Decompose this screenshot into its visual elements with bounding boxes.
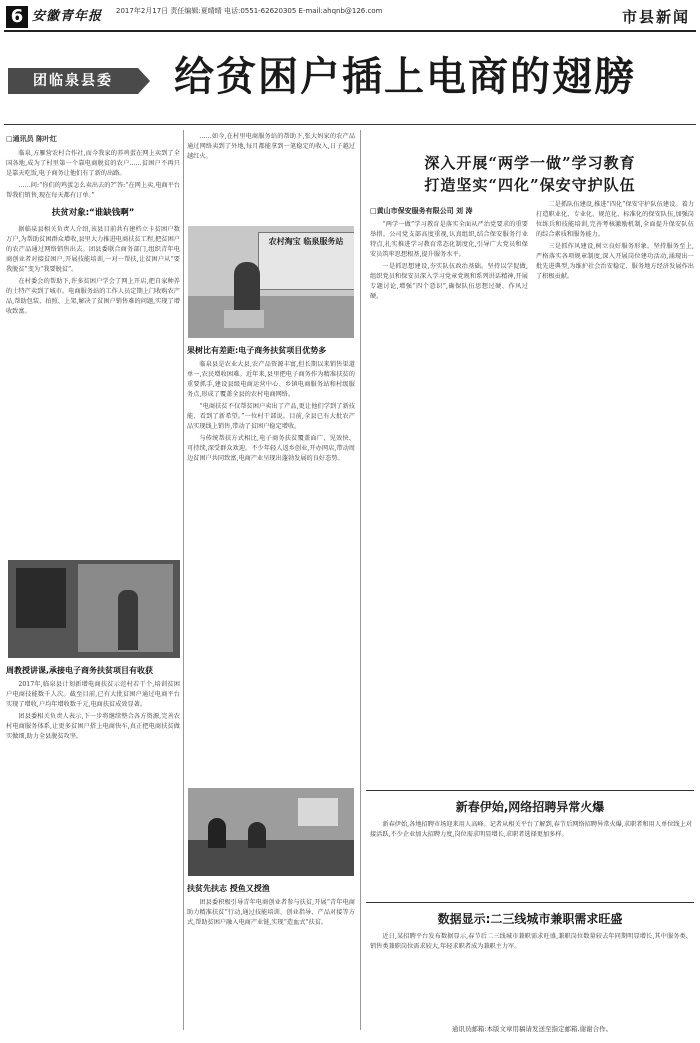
- box1-title: 新春伊始,网络招聘异常火爆: [455, 800, 605, 814]
- page-headline: 给贫困户插上电商的翅膀: [174, 53, 636, 100]
- middle-photo-caption: 果树比有差距:电子商务扶贫项目优势多: [187, 346, 327, 355]
- left-column-bottom: [6, 662, 180, 1022]
- page-number: 6: [6, 6, 28, 28]
- box2-paragraph: 近日,某招聘平台发布数据显示,春节后二三线城市兼职需求旺盛,兼职岗位数量较去年同期明显增长,其中服务类、销售类兼职岗位需求较大,年轻求职者成为兼职主力军。: [370, 933, 692, 950]
- middle-column-main: [187, 342, 355, 782]
- middle-column-bottom: [187, 880, 355, 1020]
- photo-rural-service-station: [188, 226, 354, 338]
- right-paragraph-3: 二是抓队伍建设,推进“四化”保安守护队伍建设。着力打造职业化、专业化、规范化、标准化的保安队伍,加强岗位练兵和技能培训,完善考核激励机制,全面提升保安队伍的综合素质和服务能力。: [536, 201, 694, 238]
- page-footer: 通讯员邮箱:本版文章用稿请发送至指定邮箱,谢谢合作。: [451, 1025, 613, 1033]
- middle-paragraph-4: 团县委积极引导青年电商创业者参与扶贫,开展“青年电商助力精准扶贫”行动,通过技能培训、创业指导、产品对接等方式,帮助贫困户融入电商产业链,实现“造血式”扶贫。: [187, 899, 355, 926]
- left-column-top: [6, 132, 180, 562]
- box1-paragraph: 新春伊始,各地招聘市场迎来用人高峰。记者从相关平台了解到,春节后网络招聘异常火爆,求职者和用人单位线上对接活跃,不少企业加大招聘力度,岗位需求明显增长,求职者选择更加多样。: [370, 821, 692, 838]
- column-divider-2: [360, 130, 361, 1030]
- right-paragraph-1: “两学一做”学习教育是落实全面从严治党要求的重要举措。公司党支部高度重视,认真组织,结合保安服务行业特点,扎实推进学习教育常态化制度化,引导广大党员和保安员筑牢思想根基,提升服务水平。: [370, 221, 528, 258]
- middle-photo-caption-2: 扶贫先扶志 授鱼又授渔: [187, 884, 270, 893]
- right-paragraph-4: 三是抓作风建设,树立良好服务形象。坚持服务至上,严格落实各项规章制度,深入开展岗位建功活动,涌现出一批先进典型,为维护社会治安稳定、服务地方经济发展作出了积极贡献。: [536, 243, 694, 280]
- left-paragraph-4: 团县委相关负责人表示,下一步将继续整合各方资源,完善农村电商服务体系,让更多贫困户搭上电商快车,真正把电商扶贫做实做细,助力全县脱贫攻坚。: [6, 713, 180, 740]
- photo-classroom-lecture: [8, 560, 180, 658]
- middle-intro: ……如今,在村里电商服务站的帮助下,张大妈家的农产品通过网络卖到了外地,每月都能拿到一笔稳定的收入,日子越过越红火。: [187, 133, 355, 160]
- banner: [4, 34, 696, 120]
- right-divider-2: [366, 902, 694, 903]
- middle-paragraph-3: 与传统帮扶方式相比,电子商务扶贫覆盖面广、见效快、可持续,深受群众欢迎。不少年轻人返乡创业,开办网店,带动周边贫困户共同致富,电商产业呈现出蓬勃发展的良好态势。: [187, 435, 355, 462]
- right-article-title-2: 打造坚实“四化”保安守护队伍: [424, 176, 636, 194]
- left-photo-caption: 周教授讲课,承接电子商务扶贫项目有收获: [6, 666, 154, 675]
- middle-column-top: [187, 132, 355, 224]
- column-divider-1: [183, 130, 184, 1030]
- left-subhead-1: 扶贫对象:“谁缺钱啊”: [51, 208, 135, 218]
- left-qa: ……问:“你们的鸡蛋怎么卖出去的?”答:“在网上卖,电商平台帮我们销售,现在每天都有订单。”: [6, 182, 180, 199]
- column-tag: 团临泉县委: [8, 68, 138, 94]
- left-byline: □通讯员 陈叶红: [6, 135, 58, 143]
- left-paragraph-2: 在村委会的帮助下,许多贫困户学会了网上开店,把自家种养的土特产卖到了城市。电商服务站的工作人员定期上门收购农产品,帮助包装、拍照、上架,解决了贫困户销售难的问题,实现了增收致富。: [6, 278, 180, 315]
- middle-paragraph-1: 临泉县是农业大县,农产品资源丰富,但长期以来销售渠道单一,农民增收困难。近年来,县里把电子商务作为精准扶贫的重要抓手,建设县级电商运营中心、乡镇电商服务站和村级服务点,形成了覆盖全县的农村电商网络。: [187, 361, 355, 398]
- box2-text: [370, 932, 692, 1016]
- right-paragraph-2: 一是抓思想建设,夯实队伍政治基础。坚持以学促做,组织党员和保安员深入学习党章党规和系列讲话精神,开展专题讨论,增强“四个意识”,确保队伍思想过硬、作风过硬。: [370, 263, 528, 300]
- middle-paragraph-2: “电商扶贫不仅帮贫困户卖出了产品,更让他们学到了新技能、看到了新希望。”一位村干部说。目前,全县已有大批农产品实现线上销售,带动了贫困户稳定增收。: [187, 403, 355, 430]
- photo-sign-text: 农村淘宝 临泉服务站: [268, 237, 344, 246]
- right-article-title-1: 深入开展“两学一做”学习教育: [424, 154, 636, 172]
- left-paragraph-3: 2017年,临泉县计划新增电商扶贫示范村若干个,培训贫困户电商技能数千人次。截至目前,已有大批贫困户通过电商平台实现了增收,户均年增收数千元,电商扶贫成效显著。: [6, 681, 180, 708]
- left-paragraph-1: 据临泉县相关负责人介绍,该县目前共有建档立卡贫困户数万户,为帮助贫困群众增收,县里大力推进电商扶贫工程,把贫困户的农产品通过网络销售出去。团县委联合商务部门,组织青年电商创业者对接贫困户,开展技能培训,一对一帮扶,让贫困户从“要我脱贫”变为“我要脱贫”。: [6, 226, 180, 273]
- paper-name: 安徽青年报: [32, 9, 103, 24]
- right-column-a: [370, 220, 528, 780]
- box1-text: [370, 820, 692, 892]
- box2-title: 数据显示:二三线城市兼职需求旺盛: [437, 912, 623, 926]
- right-divider-1: [366, 790, 694, 791]
- masthead: [4, 4, 696, 32]
- section-name: 市县新闻: [621, 8, 690, 26]
- issue-info: 2017年2月17日 责任编辑:夏晴晴 电话:0551-62620305 E-mail:ahqnb@126.com: [116, 7, 383, 15]
- right-column-b: [536, 200, 694, 780]
- photo-training-session: [188, 788, 354, 876]
- headline-divider: [4, 124, 696, 125]
- left-intro: 临泉,方雁营农村合作社,而今我家的养鸡蛋在网上卖到了全国各地,成为了村里第一个靠电商脱贫的农户……贫困户不再只是靠天吃饭,电子商务让他们有了新的出路。: [6, 150, 180, 177]
- right-byline: □黄山市保安服务有限公司 刘 涛: [370, 207, 473, 215]
